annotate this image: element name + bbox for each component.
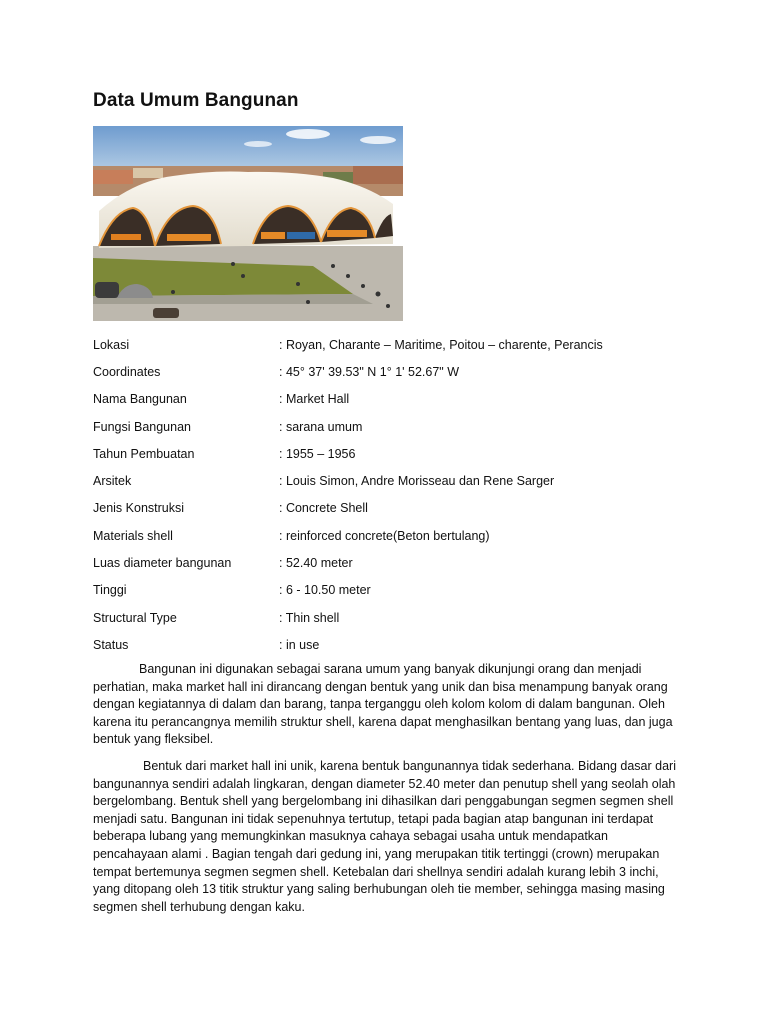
detail-row-tahun-pembuatan: [93, 440, 693, 467]
body-paragraph-1: Bangunan ini digunakan sebagai sarana umum yang banyak dikunjungi orang dan menjadi perhatian, maka market hall ini dirancang dengan bentuk yang unik dan bisa menampung banyak orang dengan kegiatannya di dalam dan barang, tanpa terganggu oleh kolom kolom di dalam bangunan. Oleh karena itu perancangnya memilih struktur shell, karena dapat menghasilkan bentang yang luas, dan juga bentuk yang fleksibel.: [93, 662, 673, 747]
detail-row-fungsi-bangunan: [93, 413, 693, 440]
detail-value: : Thin shell: [279, 611, 693, 625]
detail-label: Jenis Konstruksi: [93, 501, 185, 516]
detail-value: : 6 - 10.50 meter: [279, 583, 693, 597]
detail-label: Structural Type: [93, 610, 177, 625]
detail-row-jenis-konstruksi: [93, 495, 693, 522]
detail-row-coordinates: [93, 358, 693, 385]
detail-row-nama-bangunan: [93, 386, 693, 413]
detail-label: Lokasi: [93, 337, 130, 352]
detail-value: : Louis Simon, Andre Morisseau dan Rene Sarger: [279, 474, 693, 488]
detail-value: : Market Hall: [279, 392, 693, 406]
detail-label: Materials shell: [93, 528, 173, 543]
detail-row-tinggi: [93, 577, 693, 604]
building-details: [93, 331, 693, 659]
detail-value: : Royan, Charante – Maritime, Poitou – charente, Perancis: [279, 338, 693, 352]
detail-label: Tahun Pembuatan: [93, 446, 195, 461]
detail-row-lokasi: [93, 331, 693, 358]
body-paragraph-2: Bentuk dari market hall ini unik, karena bentuk bangunannya tidak sederhana. Bidang dasar dari bangunannya sendiri adalah lingkaran, dengan diameter 52.40 meter dan penutup shell yang seolah olah bergelombang. Bentuk shell yang bergelombang ini dihasilkan dari penggabungan segmen segmen shell menjadi satu. Bangunan ini tidak sepenuhnya tertutup, tetapi pada bagian atap bangunan ini terdapat beberapa lubang yang memungkinkan masuknya cahaya sebagai usaha untuk mendapatkan pencahayaan alami . Bagian tengah dari gedung ini, yang merupakan titik tertinggi (crown) merupakan tempat bertemunya segmen segmen shell. Ketebalan dari shellnya sendiri adalah kurang lebih 3 inchi, yang ditopang oleh 13 titik struktur yang saling berhubungan oleh tie member, sehingga masing masing segmen shell terhubung dengan kaku.: [93, 759, 676, 914]
detail-value: : in use: [279, 638, 693, 652]
detail-value: : 45° 37' 39.53" N 1° 1' 52.67" W: [279, 365, 693, 379]
detail-label: Luas diameter bangunan: [93, 556, 232, 571]
detail-value: : Concrete Shell: [279, 501, 693, 515]
detail-value: : 1955 – 1956: [279, 447, 693, 461]
detail-value: : reinforced concrete(Beton bertulang): [279, 529, 693, 543]
detail-label: Arsitek: [93, 474, 132, 489]
detail-label: Coordinates: [93, 364, 161, 379]
detail-row-status: [93, 631, 693, 658]
detail-label: Nama Bangunan: [93, 392, 187, 407]
detail-row-materials-shell: [93, 522, 693, 549]
page-title: Data Umum Bangunan: [93, 90, 299, 111]
detail-row-structural-type: [93, 604, 693, 631]
detail-row-luas-diameter: [93, 549, 693, 576]
detail-label: Fungsi Bangunan: [93, 419, 191, 434]
detail-row-arsitek: [93, 467, 693, 494]
detail-label: Tinggi: [93, 583, 127, 598]
market-hall-photo: [93, 126, 403, 321]
detail-label: Status: [93, 637, 129, 652]
detail-value: : 52.40 meter: [279, 556, 693, 570]
detail-value: : sarana umum: [279, 420, 693, 434]
